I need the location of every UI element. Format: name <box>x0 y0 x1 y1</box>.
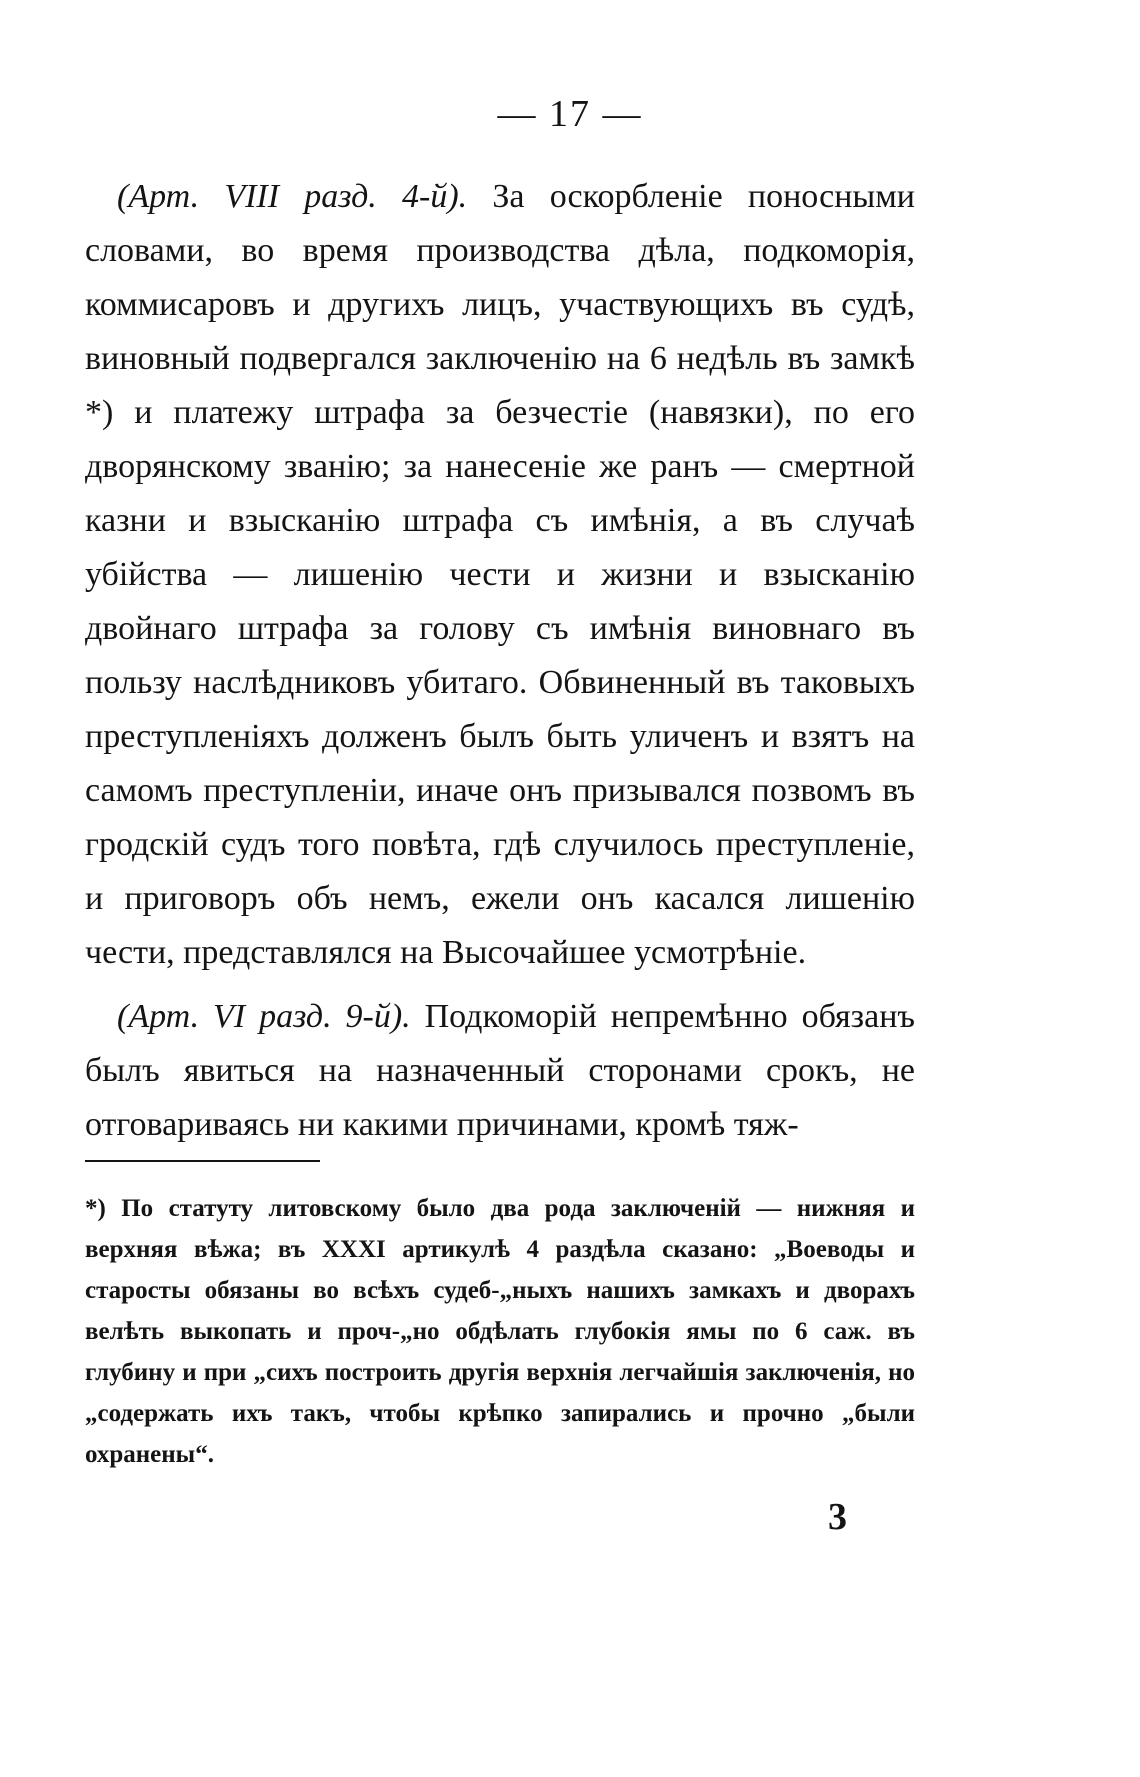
article-reference: (Арт. VI разд. 9-й). <box>117 998 411 1035</box>
signature-mark: 3 <box>828 1496 847 1538</box>
page-number: — 17 — <box>497 93 643 135</box>
paragraph-art-vi <box>85 990 915 1152</box>
article-reference: (Арт. VIII разд. 4-й). <box>117 178 468 215</box>
paragraph-text: Подкоморій непремѣнно обязанъ былъ явиться на назначенный сторонами срокъ, не отговариваясь ни какими причинами, кромѣ тяж- <box>85 998 915 1143</box>
paragraph-text: За оскорбленіе поносными словами, во время производства дѣла, подкоморія, коммисаровъ и другихъ лицъ, участвующихъ въ судѣ, виновный подвергался заключенію на 6 недѣль въ замкѣ *) и платежу штрафа за безчестіе (навязки), по его дворянскому званію; за нанесеніе же ранъ — смертной казни и взысканію штрафа съ имѣнія, а въ случаѣ убійства — лишенію чести и жизни и взысканію двойнаго штрафа за голову съ имѣнія виновнаго въ пользу наслѣдниковъ убитаго. Обвиненный въ таковыхъ преступленіяхъ долженъ былъ быть уличенъ и взятъ на самомъ преступленіи, иначе онъ призывался позвомъ въ гродскій судъ того повѣта, гдѣ случилось преступленіе, и приговоръ объ немъ, ежели онъ касался лишенію чести, представлялся на Высочайшее усмотрѣніе. <box>85 178 915 971</box>
footnote: *) По статуту литовскому было два рода заключеній — нижняя и верхняя вѣжа; въ XXXI артикулѣ 4 раздѣла сказано: „Воеводы и старосты обязаны во всѣхъ судеб-„ныхъ нашихъ замкахъ и дворахъ велѣть выкопать и проч-„но обдѣлать глубокія ямы по 6 саж. въ глубину и при „сихъ построить другія верхнія легчайшія заключенія, но „содержать ихъ такъ, чтобы крѣпко запирались и прочно „были охранены“. <box>85 1195 915 1468</box>
footnote-divider <box>85 1160 320 1162</box>
paragraph-art-viii <box>85 170 915 980</box>
